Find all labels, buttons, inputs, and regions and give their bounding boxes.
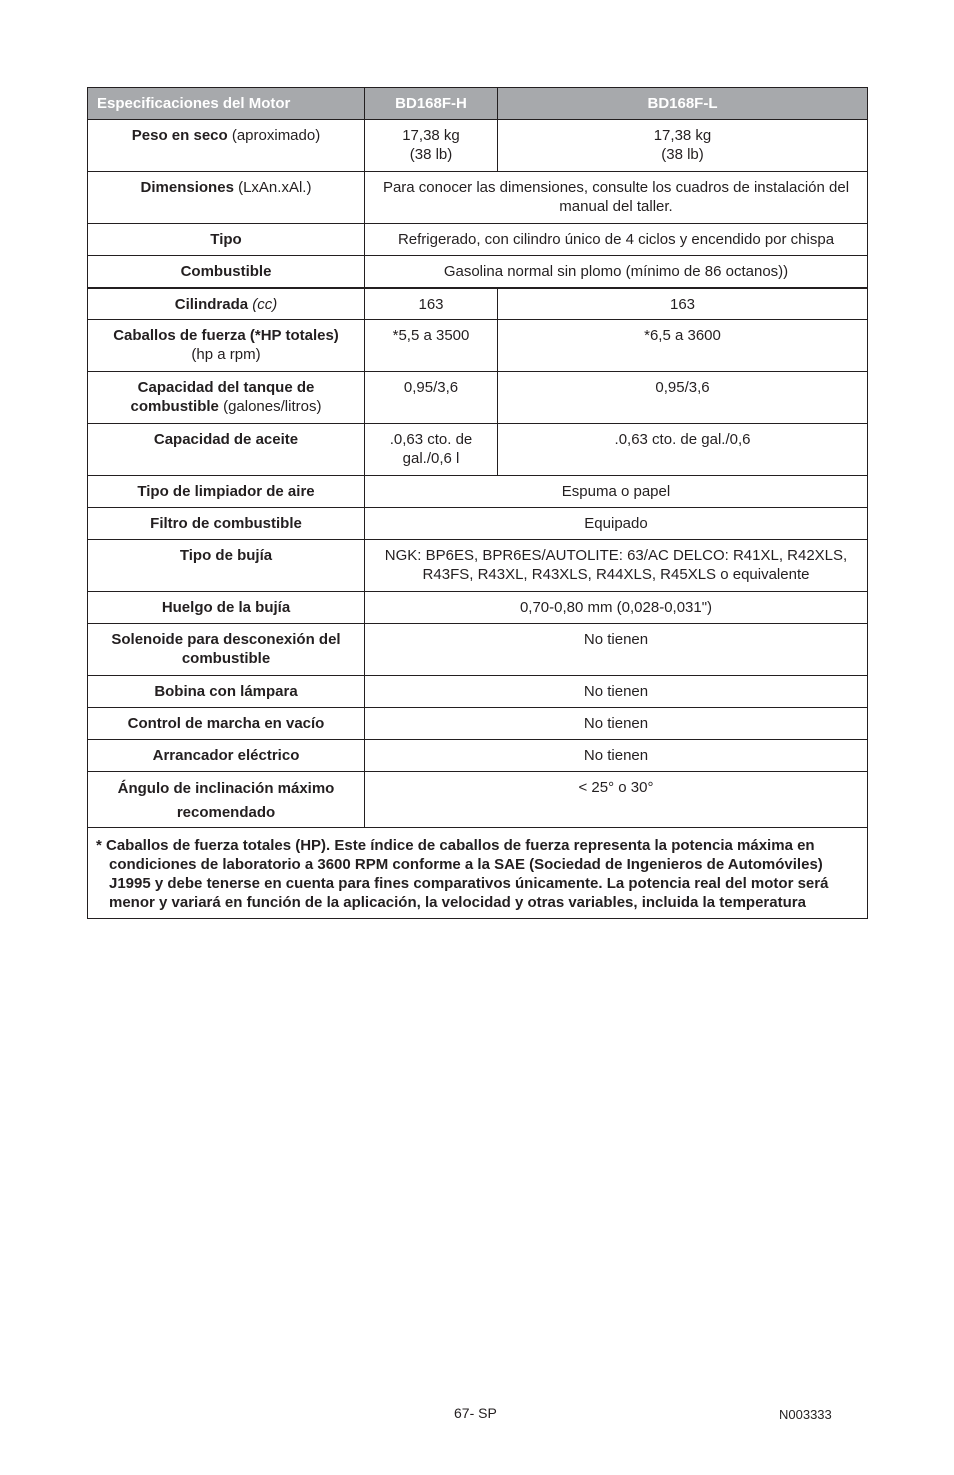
table-row xyxy=(88,224,868,256)
value-l: *6,5 a 3600 xyxy=(498,320,868,372)
value-h: *5,5 a 3500 xyxy=(365,320,498,372)
value-span: No tienen xyxy=(365,624,868,676)
row-label: Tipo de limpiador de aire xyxy=(88,476,365,508)
row-label: Solenoide para desconexión del combustible xyxy=(88,624,365,676)
row-label: Peso en seco (aproximado) xyxy=(88,120,365,172)
table-row xyxy=(88,708,868,740)
value-span: Equipado xyxy=(365,508,868,540)
value-span: Gasolina normal sin plomo (mínimo de 86 octanos)) xyxy=(365,256,868,288)
value-span: < 25° o 30° xyxy=(365,772,868,828)
value-span: No tienen xyxy=(365,676,868,708)
document-code: N003333 xyxy=(779,1407,832,1422)
table-row xyxy=(88,288,868,320)
table-row xyxy=(88,320,868,372)
value-h: 0,95/3,6 xyxy=(365,372,498,424)
value-span: Espuma o papel xyxy=(365,476,868,508)
row-label: Filtro de combustible xyxy=(88,508,365,540)
header-spec: Especificaciones del Motor xyxy=(88,88,365,120)
table-row xyxy=(88,740,868,772)
value-span: Refrigerado, con cilindro único de 4 ciclos y encendido por chispa xyxy=(365,224,868,256)
value-l: 0,95/3,6 xyxy=(498,372,868,424)
value-h: .0,63 cto. de gal./0,6 l xyxy=(365,424,498,476)
value-span: No tienen xyxy=(365,708,868,740)
row-label: Arrancador eléctrico xyxy=(88,740,365,772)
row-label: Capacidad del tanque de combustible (galones/litros) xyxy=(88,372,365,424)
row-label: Combustible xyxy=(88,256,365,288)
row-label: Capacidad de aceite xyxy=(88,424,365,476)
footnote-row xyxy=(88,828,868,919)
table-row xyxy=(88,476,868,508)
value-span: 0,70-0,80 mm (0,028-0,031") xyxy=(365,592,868,624)
table-row xyxy=(88,120,868,172)
row-label: Bobina con lámpara xyxy=(88,676,365,708)
header-model-h: BD168F-H xyxy=(365,88,498,120)
table-row xyxy=(88,172,868,224)
row-label: Ángulo de inclinación máximo recomendado xyxy=(88,772,365,828)
header-model-l: BD168F-L xyxy=(498,88,868,120)
table-row xyxy=(88,508,868,540)
value-l: 163 xyxy=(498,288,868,320)
table-row xyxy=(88,676,868,708)
header-row xyxy=(88,88,868,120)
row-label: Tipo xyxy=(88,224,365,256)
table-row xyxy=(88,624,868,676)
row-label: Huelgo de la bujía xyxy=(88,592,365,624)
table-row xyxy=(88,540,868,592)
table-row xyxy=(88,772,868,828)
row-label: Caballos de fuerza (*HP totales) (hp a rpm) xyxy=(88,320,365,372)
value-l: .0,63 cto. de gal./0,6 xyxy=(498,424,868,476)
footnote: * Caballos de fuerza totales (HP). Este índice de caballos de fuerza representa la potencia máxima en condiciones de laboratorio a 3600 RPM conforme a la SAE (Sociedad de Ingenieros de Automóviles) J1995 y debe tenerse en cuenta para fines comparativos únicamente. La potencia real del motor será menor y variará en función de la aplicación, la velocidad y otras variables, incluida la temperatura xyxy=(88,828,868,919)
row-label: Dimensiones (LxAn.xAl.) xyxy=(88,172,365,224)
row-label: Cilindrada (cc) xyxy=(88,288,365,320)
engine-spec-table xyxy=(87,87,868,919)
row-label: Tipo de bujía xyxy=(88,540,365,592)
table-row xyxy=(88,424,868,476)
value-h: 163 xyxy=(365,288,498,320)
value-span: Para conocer las dimensiones, consulte los cuadros de instalación del manual del taller. xyxy=(365,172,868,224)
value-span: NGK: BP6ES, BPR6ES/AUTOLITE: 63/AC DELCO: R41XL, R42XLS, R43FS, R43XL, R43XLS, R44XLS, R45XLS o equivalente xyxy=(365,540,868,592)
value-span: No tienen xyxy=(365,740,868,772)
table-row xyxy=(88,372,868,424)
page-number: 67- SP xyxy=(454,1405,497,1421)
table-row xyxy=(88,592,868,624)
value-h: 17,38 kg (38 lb) xyxy=(365,120,498,172)
value-l: 17,38 kg (38 lb) xyxy=(498,120,868,172)
row-label: Control de marcha en vacío xyxy=(88,708,365,740)
table-row xyxy=(88,256,868,288)
